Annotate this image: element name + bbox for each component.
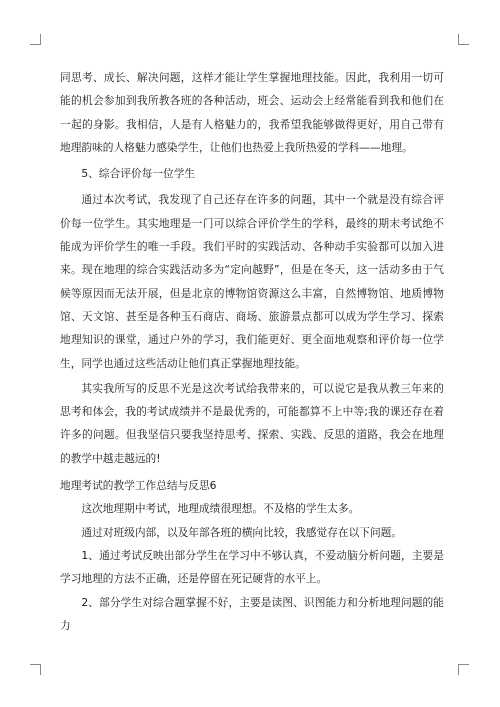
crop-mark-top-right bbox=[458, 34, 469, 45]
document-body bbox=[60, 66, 444, 637]
paragraph-exam-result: 这次地理期中考试，地理成绩很理想。不及格的学生太多。 bbox=[81, 502, 360, 516]
crop-mark-top-left bbox=[30, 34, 41, 45]
crop-mark-bottom-right bbox=[458, 664, 469, 675]
section-title-6: 地理考试的教学工作总结与反思6 bbox=[60, 479, 217, 493]
paragraph-problem-2: 2、部分学生对综合题掌握不好，主要是读图、识图能力和分析地理问题的能力 bbox=[60, 595, 444, 632]
paragraph-problem-1: 1、通过考试反映出部分学生在学习中不够认真，不爱动脑分析问题，主要是学习地理的方法不正确，还是停留在死记硬背的水平上。 bbox=[60, 548, 444, 586]
subheading-5: 5、综合评价每一位学生 bbox=[81, 167, 196, 181]
crop-mark-bottom-left bbox=[30, 664, 41, 675]
paragraph-continuation: 同思考、成长、解决问题，这样才能让学生掌握地理技能。因此，我利用一切可能的机会参加到我所教各班的各种活动，班会、运动会上经常能看到我和他们在一起的身影。我相信，人是有人格魅力的，我希望我能够做得更好，用自己带有地理韵味的人格魅力感染学生，让他们也热爱上我所热爱的学科——地理。 bbox=[60, 71, 444, 154]
paragraph-evaluation: 通过本次考试，我发现了自己还存在许多的问题，其中一个就是没有综合评价每一位学生。其实地理是一门可以综合评价学生的学科，最终的期末考试绝不能成为评价学生的唯一手段。我们平时的实践活动、各种动手实验都可以加入进来。现在地理的综合实践活动多为“定向越野”，但是在冬天，这一活动多由于气候等原因而无法开展，但是北京的博物馆资源这么丰富，自然博物馆、地质博物馆、天文馆、甚至是各种玉石商店、商场、旅游景点都可以成为学生学习、探索地理知识的课堂，通过户外的学习，我们能更好、更全面地观察和评价每一位学生，同学也通过这些活动让他们真正掌握地理技能。 bbox=[60, 193, 444, 370]
paragraph-reflection: 其实我所写的反思不光是这次考试给我带来的，可以说它是我从教三年来的思考和体会，我的考试成绩并不是最优秀的，可能都算不上中等;我的课还存在着许多的问题。但我坚信只要我坚持思考、探索、实践、反思的道路，我会在地理的教学中越走越远的! bbox=[60, 381, 444, 465]
paragraph-comparison: 通过对班级内部，以及年部各班的横向比较，我感觉存在以下问题。 bbox=[81, 525, 403, 539]
